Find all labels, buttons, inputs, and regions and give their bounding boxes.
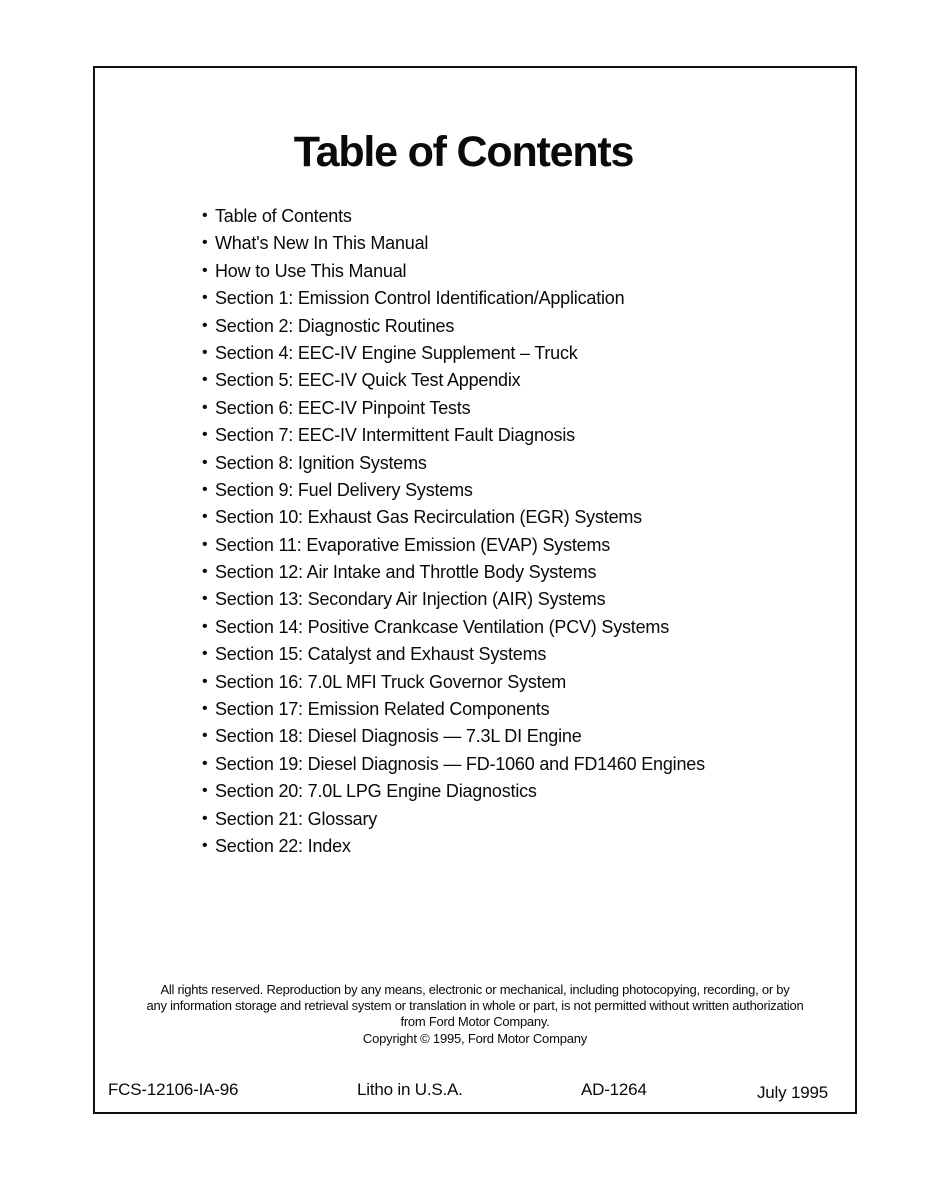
toc-item bbox=[202, 586, 705, 613]
toc-item-label: What's New In This Manual bbox=[215, 233, 429, 254]
toc-item-label: Section 5: EEC-IV Quick Test Appendix bbox=[215, 370, 521, 391]
toc-item bbox=[202, 614, 705, 641]
toc-item-label: Section 12: Air Intake and Throttle Body Systems bbox=[215, 562, 597, 583]
toc-item bbox=[202, 450, 705, 477]
bullet-icon: • bbox=[202, 508, 208, 526]
bullet-icon: • bbox=[202, 645, 208, 663]
bullet-icon: • bbox=[202, 453, 208, 471]
toc-item-label: Section 16: 7.0L MFI Truck Governor System bbox=[215, 671, 567, 692]
toc-item bbox=[202, 751, 705, 778]
toc-item bbox=[202, 422, 705, 449]
toc-item bbox=[202, 559, 705, 586]
bullet-icon: • bbox=[202, 836, 208, 854]
toc-item-label: Table of Contents bbox=[215, 206, 352, 226]
bullet-icon: • bbox=[202, 343, 208, 361]
bullet-icon: • bbox=[202, 234, 208, 252]
bullet-icon: • bbox=[202, 261, 208, 279]
toc-item bbox=[202, 367, 705, 394]
toc-item-label: Section 6: EEC-IV Pinpoint Tests bbox=[215, 397, 471, 418]
bullet-icon: • bbox=[202, 617, 208, 635]
toc-item-label: Section 7: EEC-IV Intermittent Fault Diagnosis bbox=[215, 425, 575, 446]
bullet-icon: • bbox=[202, 426, 208, 444]
toc-item-label: Section 15: Catalyst and Exhaust Systems bbox=[215, 644, 547, 665]
toc-item-label: Section 22: Index bbox=[215, 835, 351, 856]
toc-item bbox=[202, 696, 705, 723]
toc-item bbox=[202, 504, 705, 531]
toc-item-label: Section 18: Diesel Diagnosis — 7.3L DI Engine bbox=[215, 726, 582, 747]
toc-item-label: Section 19: Diesel Diagnosis — FD-1060 and FD1460 Engines bbox=[215, 753, 705, 774]
toc-item bbox=[202, 806, 705, 833]
ad-number: AD-1264 bbox=[581, 1080, 647, 1099]
toc-item-label: Section 17: Emission Related Components bbox=[215, 699, 550, 720]
toc-item bbox=[202, 285, 705, 312]
toc-item-label: Section 20: 7.0L LPG Engine Diagnostics bbox=[215, 781, 537, 802]
bullet-icon: • bbox=[202, 289, 208, 307]
legal-line-2: any information storage and retrieval system or translation in whole or part, is not permitted without written authorization bbox=[146, 998, 804, 1013]
toc-item bbox=[202, 532, 705, 559]
bullet-icon: • bbox=[202, 563, 208, 581]
page-title: Table of Contents bbox=[293, 128, 634, 176]
toc-item bbox=[202, 395, 705, 422]
toc-item-label: Section 4: EEC-IV Engine Supplement – Truck bbox=[215, 342, 578, 363]
toc-item bbox=[202, 230, 705, 257]
toc-item-label: Section 14: Positive Crankcase Ventilation (PCV) Systems bbox=[215, 616, 670, 637]
bullet-icon: • bbox=[202, 207, 208, 224]
bullet-icon: • bbox=[202, 371, 208, 389]
toc-item-label: Section 9: Fuel Delivery Systems bbox=[215, 479, 473, 500]
toc-item bbox=[202, 833, 705, 860]
bullet-icon: • bbox=[202, 480, 208, 498]
toc-item-label: Section 8: Ignition Systems bbox=[215, 452, 427, 473]
toc-item bbox=[202, 641, 705, 668]
bullet-icon: • bbox=[202, 754, 208, 772]
publication-date: July 1995 bbox=[757, 1083, 828, 1102]
toc-item bbox=[202, 258, 705, 285]
toc-item-label: Section 13: Secondary Air Injection (AIR) Systems bbox=[215, 589, 606, 610]
printed-location: Litho in U.S.A. bbox=[357, 1080, 463, 1099]
toc-item-label: Section 10: Exhaust Gas Recirculation (EGR) Systems bbox=[215, 507, 642, 528]
toc-item-label: Section 1: Emission Control Identification/Application bbox=[215, 288, 625, 309]
bullet-icon: • bbox=[202, 809, 208, 827]
toc-item bbox=[202, 313, 705, 340]
legal-line-3: from Ford Motor Company. bbox=[400, 1014, 550, 1029]
toc-item bbox=[202, 477, 705, 504]
toc-item bbox=[202, 669, 705, 696]
toc-item bbox=[202, 778, 705, 805]
toc-item bbox=[202, 723, 705, 750]
bullet-icon: • bbox=[202, 700, 208, 718]
bullet-icon: • bbox=[202, 535, 208, 553]
bullet-icon: • bbox=[202, 672, 208, 690]
legal-line-1: All rights reserved. Reproduction by any means, electronic or mechanical, including photocopying, recording, or by bbox=[160, 982, 790, 997]
toc-item-label: Section 21: Glossary bbox=[215, 808, 378, 829]
toc-item-label: How to Use This Manual bbox=[215, 260, 407, 281]
form-number: FCS-12106-IA-96 bbox=[108, 1080, 239, 1099]
toc-item-label: Section 2: Diagnostic Routines bbox=[215, 315, 455, 336]
bullet-icon: • bbox=[202, 316, 208, 334]
toc-item bbox=[202, 340, 705, 367]
toc-list bbox=[202, 203, 705, 860]
bullet-icon: • bbox=[202, 782, 208, 800]
bullet-icon: • bbox=[202, 727, 208, 745]
toc-item bbox=[202, 203, 705, 230]
toc-item-label: Section 11: Evaporative Emission (EVAP) Systems bbox=[215, 534, 611, 555]
bullet-icon: • bbox=[202, 590, 208, 608]
legal-notice bbox=[100, 982, 850, 1030]
copyright-notice: Copyright © 1995, Ford Motor Company bbox=[362, 1031, 588, 1046]
bullet-icon: • bbox=[202, 398, 208, 416]
